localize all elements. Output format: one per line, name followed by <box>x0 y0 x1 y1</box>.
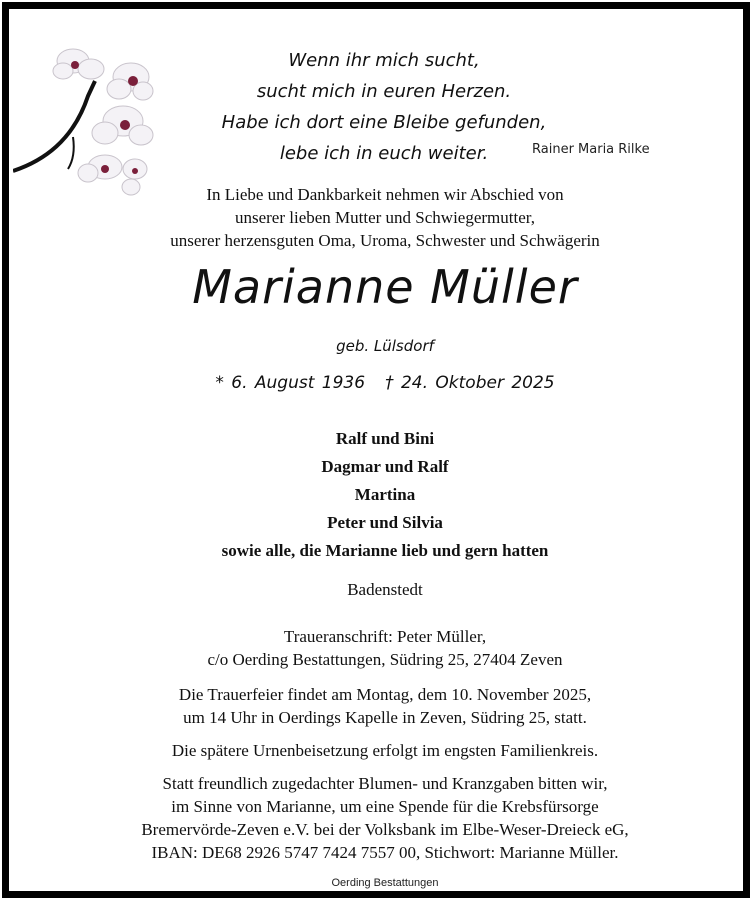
donation-line: IBAN: DE68 2926 5747 7424 7557 00, Stichwort: Marianne Müller. <box>151 843 619 862</box>
donation-line: Bremervörde-Zeven e.V. bei der Volksbank im Elbe-Weser-Dreieck eG, <box>141 820 629 839</box>
birth-date: * 6. August 1936 <box>215 373 366 393</box>
donation-line: Statt freundlich zugedachter Blumen- und Kranzgaben bitten wir, <box>162 774 608 793</box>
mourners-list <box>9 425 752 565</box>
donation-line: im Sinne von Marianne, um eine Spende für die Krebsfürsorge <box>171 797 599 816</box>
place: Badenstedt <box>347 580 423 599</box>
ceremony-info <box>9 683 752 729</box>
ceremony-line: um 14 Uhr in Oerdings Kapelle in Zeven, Südring 25, statt. <box>183 708 587 727</box>
donation-info <box>9 772 752 864</box>
mourner-entry: Ralf und Bini <box>335 429 435 448</box>
poem-line: lebe ich in euch weiter. <box>279 143 489 164</box>
mourning-address <box>9 625 752 671</box>
burial-line: Die spätere Urnenbeisetzung erfolgt im engsten Familienkreis. <box>171 741 599 760</box>
intro-line: unserer herzensguten Oma, Uroma, Schwester und Schwägerin <box>170 231 600 250</box>
intro-line: In Liebe und Dankbarkeit nehmen wir Abschied von <box>206 185 564 204</box>
intro-text <box>9 183 752 252</box>
mourner-entry: Martina <box>354 485 416 504</box>
mourner-entry: sowie alle, die Marianne lieb und gern hatten <box>221 541 549 560</box>
death-date: † 24. Oktober 2025 <box>385 373 555 393</box>
life-dates <box>9 373 752 393</box>
birth-name: geb. Lülsdorf <box>336 337 434 355</box>
address-line: Traueranschrift: Peter Müller, <box>283 627 487 646</box>
intro-line: unserer lieben Mutter und Schwiegermutter, <box>234 208 536 227</box>
poem-author: Rainer Maria Rilke <box>532 142 650 157</box>
funeral-home-credit: Oerding Bestattungen <box>331 877 439 889</box>
poem-line: Habe ich dort eine Bleibe gefunden, <box>221 112 547 133</box>
poem-line: sucht mich in euren Herzen. <box>256 81 512 102</box>
burial-info <box>9 739 752 762</box>
mourner-entry: Peter und Silvia <box>327 513 443 532</box>
mourner-entry: Dagmar und Ralf <box>321 457 449 476</box>
orchid-branch-icon <box>13 41 163 201</box>
deceased-name: Marianne Müller <box>192 260 578 314</box>
obituary-frame <box>2 2 750 898</box>
ceremony-line: Die Trauerfeier findet am Montag, dem 10. November 2025, <box>178 685 592 704</box>
address-line: c/o Oerding Bestattungen, Südring 25, 27404 Zeven <box>207 650 563 669</box>
poem-line: Wenn ihr mich sucht, <box>288 50 480 71</box>
